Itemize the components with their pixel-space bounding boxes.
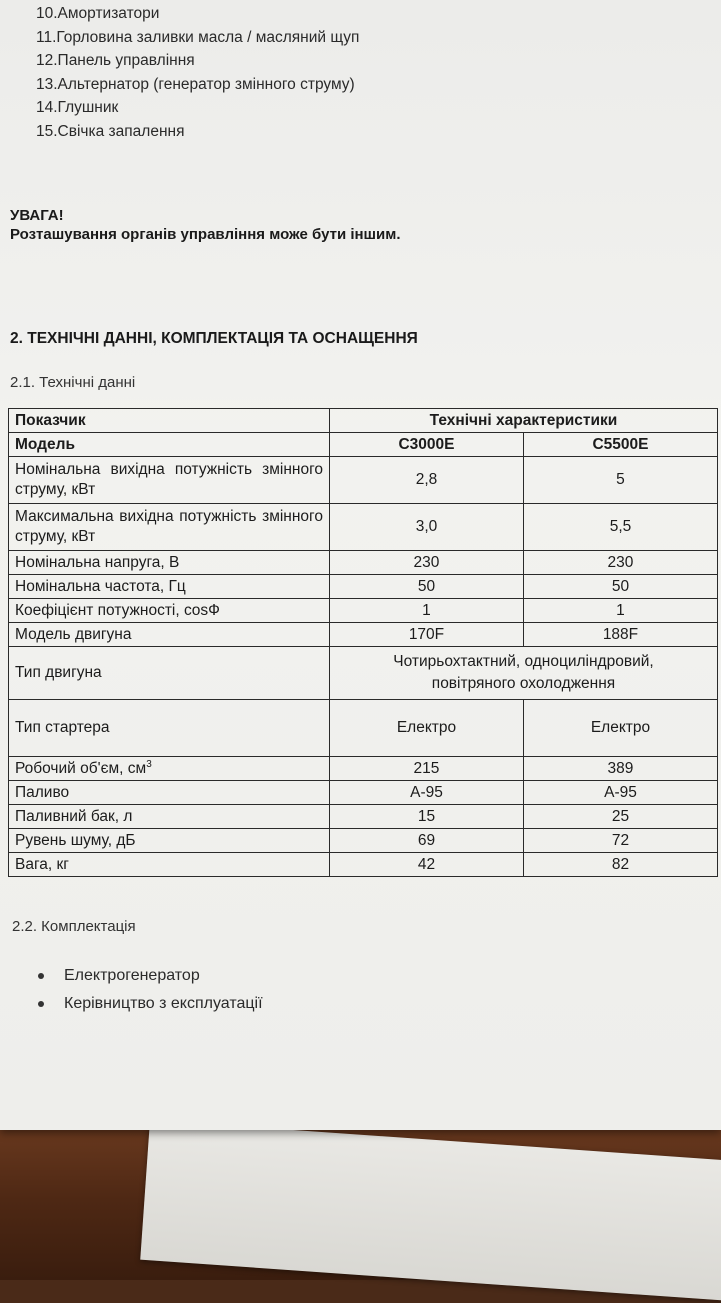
row-value: А-95 [330, 781, 524, 805]
table-row [9, 700, 718, 757]
row-value: 72 [523, 829, 717, 853]
list-item: 12.Панель управління [36, 52, 195, 69]
engine-type-line-2: повітряного охолодження [431, 675, 616, 692]
row-value: 170F [330, 623, 524, 647]
row-label [9, 757, 330, 781]
bullet-icon [38, 973, 44, 979]
row-label: Модель двигуна [9, 623, 330, 647]
list-item: 10.Амортизатори [36, 5, 160, 22]
table-row [9, 829, 718, 853]
table-row [9, 757, 718, 781]
row-label: Номінальна частота, Гц [9, 575, 330, 599]
table-row [9, 805, 718, 829]
row-value: 69 [330, 829, 524, 853]
row-value: 230 [523, 551, 717, 575]
kit-list [38, 962, 263, 1018]
row-label: Вага, кг [9, 853, 330, 877]
row-value: 2,8 [330, 457, 524, 504]
row-label: Паливний бак, л [9, 805, 330, 829]
row-value: 215 [330, 757, 524, 781]
list-item: 15.Свічка запалення [36, 122, 185, 140]
kit-item-label: Керівництво з експлуатації [64, 995, 263, 1012]
header-model: Модель [9, 433, 330, 457]
model-2: C5500E [523, 433, 717, 457]
table-row [9, 504, 718, 551]
section-title: 2. ТЕХНІЧНІ ДАННІ, КОМПЛЕКТАЦІЯ ТА ОСНАЩЕННЯ [10, 330, 418, 347]
bullet-icon [38, 1001, 44, 1007]
volume-label: Робочий об'єм, см [15, 760, 147, 778]
row-value: 15 [330, 805, 524, 829]
table-row [9, 647, 718, 700]
table-row [9, 599, 718, 623]
parts-list [36, 2, 359, 143]
list-item [38, 990, 263, 1018]
subsection-title-specs: 2.1. Технічні данні [10, 374, 136, 391]
warning-text: Розташування органів управління може бути іншим. [10, 226, 401, 243]
table-row [9, 781, 718, 805]
engine-type-line-1: Чотирьохтактний, одноциліндровий, [393, 653, 654, 670]
row-label: Тип стартера [9, 700, 330, 757]
subsection-title-kit: 2.2. Комплектація [12, 918, 136, 935]
table-row [9, 457, 718, 504]
header-specs: Технічні характеристики [330, 409, 718, 433]
row-label: Рувень шуму, дБ [9, 829, 330, 853]
row-value: 188F [523, 623, 717, 647]
row-value: 50 [523, 575, 717, 599]
row-label: Максимальна вихідна потужність змінного струму, кВт [9, 504, 330, 551]
kit-item-label: Електрогенератор [64, 967, 200, 984]
row-value: 42 [330, 853, 524, 877]
row-value: 230 [330, 551, 524, 575]
table-row [9, 409, 718, 433]
table-row [9, 551, 718, 575]
engine-type-value [330, 647, 718, 700]
row-value: 82 [523, 853, 717, 877]
row-value: 1 [523, 599, 717, 623]
list-item [38, 962, 263, 990]
row-value: 25 [523, 805, 717, 829]
list-item: 13.Альтернатор (генератор змінного струму) [36, 75, 355, 93]
row-label: Номінальна вихідна потужність змінного струму, кВт [9, 457, 330, 504]
row-label: Тип двигуна [9, 647, 330, 700]
header-indicator: Показчик [9, 409, 330, 433]
table-row [9, 433, 718, 457]
row-label: Номінальна напруга, В [9, 551, 330, 575]
row-label: Паливо [9, 781, 330, 805]
row-value: 3,0 [330, 504, 524, 551]
list-item: 11.Горловина заливки масла / масляний щуп [36, 28, 360, 46]
specs-table [8, 408, 718, 877]
row-value: 1 [330, 599, 524, 623]
list-item: 14.Глушник [36, 99, 119, 116]
row-value: Електро [523, 700, 717, 757]
warning-title: УВАГА! [10, 207, 64, 224]
table-row [9, 853, 718, 877]
row-value: 50 [330, 575, 524, 599]
model-1: C3000E [330, 433, 524, 457]
table-row [9, 623, 718, 647]
warning-block [10, 206, 401, 244]
volume-superscript: 3 [146, 758, 152, 770]
row-label: Коефіцієнт потужності, cosФ [9, 599, 330, 623]
row-value: Електро [330, 700, 524, 757]
row-value: 5,5 [523, 504, 717, 551]
row-value: 5 [523, 457, 717, 504]
table-row [9, 575, 718, 599]
row-value: 389 [523, 757, 717, 781]
row-value: А-95 [523, 781, 717, 805]
